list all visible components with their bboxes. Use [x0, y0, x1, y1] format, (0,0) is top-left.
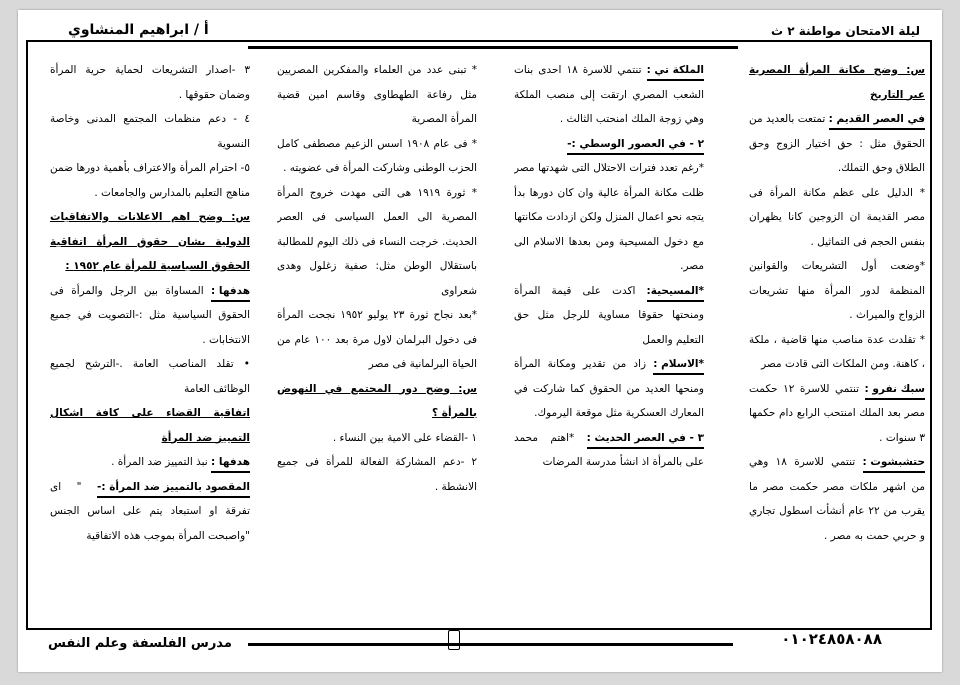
middle-ages-label: ٢ - في العصور الوسطي :- [567, 135, 704, 155]
goal-text: المساواة بين الرجل والمرأة فى الحقوق السياسية مثل :-التصويت في جميع الانتخابات . [50, 284, 250, 346]
sobek-text: تنتمي للاسرة ١٢ حكمت مصر بعد الملك امنتحب الرابع دام حكمها ٣ سنوات . [749, 382, 925, 444]
goal-extra: • تقلد المناصب العامة .-الترشح لجميع الوظائف العامة [50, 358, 250, 395]
cedaw-title: اتفاقية القضاء على كافة اشكال التمييز ضد المرأة [50, 407, 250, 444]
sobek-label: سبك نفرو : [865, 380, 925, 400]
header-divider [248, 46, 738, 49]
q2-answer-4: ٤ - دعم منظمات المجتمع المدنى وخاصة النسوية [50, 113, 250, 150]
q2-answer-1: ١ -القضاء على الامية بين النساء . [332, 431, 477, 444]
tiye-text: تنتمي للاسرة ١٨ احدى بنات الشعب المصري ارتقت إلى منصب الملكة وهي زوجة الملك امنحتب الثالث . [514, 64, 704, 125]
q2-answer-5: ٥- احترام المرأة والاعتراف بأهمية دورها ضمن مناهج التعليم بالمدارس والجامعات . [50, 162, 250, 199]
middle-ages-text: *رغم تعدد فترات الاحتلال التى شهدتها مصر ظلت مكانة المرأة عالية وان كان دورها بدأ يتجه نحو اعمال المنزل ولكن ازدادت مكانتها مع دخول المسيحية ومن بعدها الاسلام الى مصر. [514, 162, 704, 272]
islam-label: *الاسلام : [653, 355, 704, 375]
column-4 [50, 58, 250, 623]
page-marker-icon [448, 630, 460, 650]
revolution-1952-paragraph: *بعد نجاح ثورة ٢٣ يوليو ١٩٥٢ نجحت المرأة فى دخول البرلمان لاول مرة بعد ١٠٠ عام من الحياة البرلمانية فى مصر [277, 309, 477, 370]
tiye-label: الملكة تي : [647, 61, 704, 81]
column-3 [277, 58, 477, 623]
ancient-label: في العصر القديم : [829, 110, 925, 130]
column-2 [514, 58, 704, 623]
christianity-label: *المسيحية: [647, 282, 704, 302]
cedaw-goal-label: هدفها : [211, 453, 250, 473]
q1-title: س: وضح مكانة المرأة المصرية عبر التاريخ [749, 64, 925, 101]
q2-answer-2: ٢ -دعم المشاركة الفعالة للمرأة فى جميع الانشطة . [277, 456, 477, 493]
header-author: أ / ابراهيم المنشاوي [68, 22, 209, 38]
ancient-laws: *وضعت أول التشريعات والقوانين المنظمة لدور المرأة منها تشريعات الزواج والميراث . [749, 260, 925, 321]
islam-text: زاد من تقدير ومكانة المرأة ومنحها العديد من الحقوق كما شاركت في المعارك العسكرية مثل موقعة اليرموك. [514, 358, 704, 419]
cedaw-goal-text: نبذ التمييز ضد المرأة . [111, 456, 208, 468]
discrimination-text: " اى تفرقة او استبعاد يتم على اساس الجنس "واصبحت المرأة بموجب هذه الاتفاقية [50, 480, 250, 542]
q3-title: س: وضح اهم الاعلانات والاتفاقيات الدولية بشان حقوق المرأة اتفاقية الحقوق السياسية للمرأة عام ١٩٥٢ : [50, 211, 250, 272]
discrimination-label: المقصود بالتمييز ضد المرأة :- [97, 478, 250, 498]
hatshepsut-label: حتشبشوت : [863, 453, 925, 473]
ancient-text: تمتعت بالعديد من الحقوق مثل : حق اختيار الزوج وحق الطلاق وحق التملك. [749, 113, 925, 174]
document-page [18, 10, 942, 672]
header-title: ليلة الامتحان مواطنة ٢ ث [770, 24, 920, 38]
modern-label: ٣ - في العصر الحديث : [587, 429, 704, 449]
modern-text: *اهتم محمد على بالمرأة اذ انشأ مدرسة المرضات [514, 431, 704, 468]
q2-title: س: وضح دور المجتمع في النهوض بالمرأة ؟ [277, 382, 477, 419]
footer-phone: ٠١٠٢٤٨٥٨٠٨٨ [781, 630, 882, 648]
goal-label: هدفها : [211, 282, 250, 302]
scholars-paragraph: * تبنى عدد من العلماء والمفكرين المصريين مثل رفاعة الطهطاوى وقاسم امين قضية المرأة المصرية [277, 64, 477, 125]
column-1 [749, 58, 925, 623]
footer-teacher: مدرس الفلسفة وعلم النفس [48, 636, 232, 651]
revolution-1919-paragraph: * ثورة ١٩١٩ هى التى مهدت خروج المرأة المصرية الى العمل السياسى فى العصر الحديث. خرجت النساء فى ذلك اليوم للمطالبة باستقلال الوطن مثل: صفية زغلول وهدى شعراوى [277, 186, 477, 297]
party-paragraph: * فى عام ١٩٠٨ اسس الزعيم مصطفى كامل الحزب الوطنى وشاركت المرأة فى عضويته . [277, 137, 477, 174]
christianity-text: اكدت على قيمة المرأة ومنحتها حقوقا مساوية للرجل مثل حق التعليم والعمل [514, 284, 704, 346]
ancient-posts: * تقلدت عدة مناصب منها قاضية ، ملكة ، كاهنة. ومن الملكات التى قادت مصر [749, 333, 925, 370]
ancient-evidence: * الدليل على عظم مكانة المرأة فى مصر القديمة ان الزوجين كانا يظهران بنفس الحجم فى التماثيل . [749, 186, 925, 248]
hatshepsut-text: تنتمي للاسرة ١٨ وهي من اشهر ملكات مصر حكمت مصر ما يقرب من ٢٢ عام أنشأت اسطول تجاري و حربي حمت به مصر . [749, 456, 925, 542]
footer-divider [248, 643, 733, 646]
q2-answer-3: ٣ -اصدار التشريعات لحماية حرية المرأة وضمان حقوقها . [50, 64, 250, 101]
